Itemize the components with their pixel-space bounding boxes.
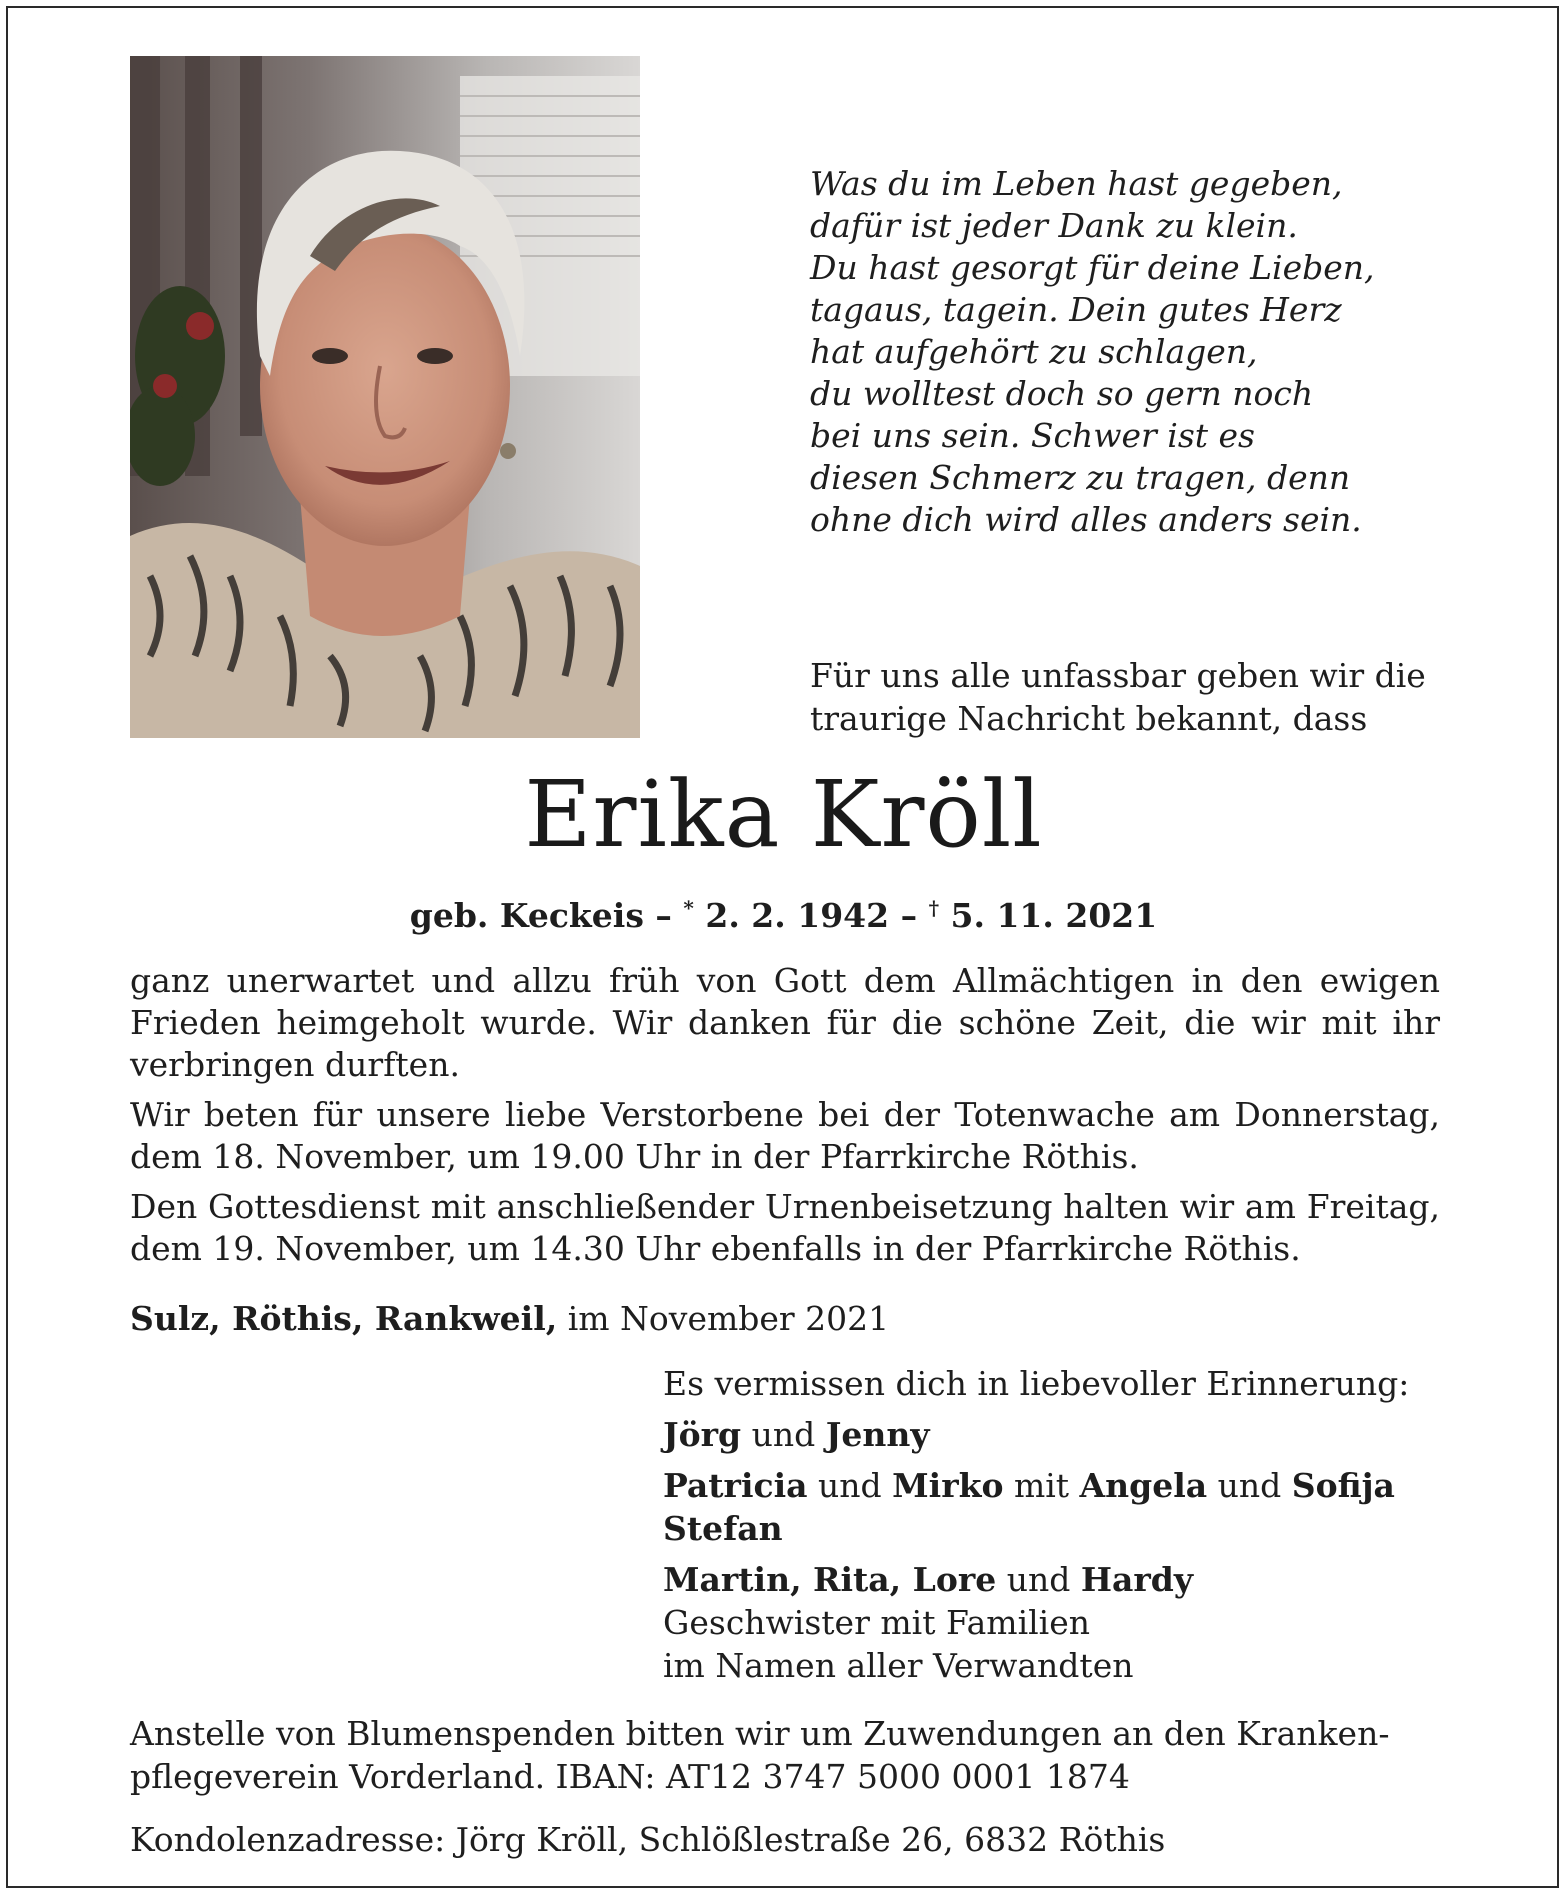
- conjunction: und: [996, 1560, 1081, 1599]
- mourner-name: Jörg: [663, 1415, 742, 1454]
- birth-date: 2. 2. 1942: [693, 896, 890, 935]
- birth-symbol: *: [683, 896, 694, 920]
- mourner-name: Hardy: [1080, 1560, 1194, 1599]
- mourners-line: [663, 1507, 1463, 1550]
- memorial-poem: [810, 163, 1510, 541]
- poem-line: bei uns sein. Schwer ist es: [810, 416, 1255, 455]
- donation-line: Anstelle von Blumenspenden bitten wir um Zuwendungen an den Kranken-: [130, 1714, 1390, 1753]
- places: Sulz, Röthis, Rankweil,: [130, 1299, 558, 1338]
- mourner-name: Jenny: [825, 1415, 930, 1454]
- donation-note: [130, 1712, 1440, 1798]
- dash: –: [643, 896, 684, 935]
- mourners-line: im Namen aller Verwandten: [663, 1646, 1134, 1685]
- announcement-body: [130, 960, 1440, 1278]
- poem-line: du wolltest doch so gern noch: [810, 374, 1314, 413]
- mourner-name: Patricia: [663, 1466, 808, 1505]
- conjunction: mit: [1003, 1466, 1080, 1505]
- poem-line: Was du im Leben hast gegeben,: [810, 164, 1343, 203]
- mourners-list: [663, 1362, 1463, 1687]
- mourner-name: Angela: [1079, 1466, 1208, 1505]
- place-and-date: [130, 1298, 889, 1340]
- mourners-line: Geschwister mit Familien: [663, 1603, 1091, 1642]
- donation-line: pflegeverein Vorderland. IBAN: AT12 3747 5000 0001 1874: [130, 1757, 1130, 1796]
- conjunction: und: [807, 1466, 893, 1505]
- mourner-name: Martin, Rita, Lore: [663, 1560, 997, 1599]
- life-dates: [0, 886, 1567, 938]
- poem-line: dafür ist jeder Dank zu klein.: [810, 206, 1298, 245]
- poem-line: ohne dich wird alles anders sein.: [810, 500, 1362, 539]
- date: im November 2021: [557, 1299, 890, 1338]
- death-symbol: †: [928, 896, 940, 920]
- intro-line: traurige Nachricht bekannt, dass: [810, 699, 1368, 738]
- conjunction: und: [741, 1415, 826, 1454]
- mourners-line: [663, 1464, 1463, 1507]
- death-date: 5. 11. 2021: [939, 896, 1158, 935]
- condolence-address: Kondolenzadresse: Jörg Kröll, Schlößlestraße 26, 6832 Röthis: [130, 1820, 1166, 1859]
- body-paragraph: ganz unerwartet und allzu früh von Gott dem Allmächtigen in den ewigen Frieden heimgeholt wurde. Wir danken für die schöne Zeit, die wir mit ihr verbringen durften.: [130, 961, 1440, 1084]
- conjunction: und: [1207, 1466, 1292, 1505]
- poem-line: Du hast gesorgt für deine Lieben,: [810, 248, 1375, 287]
- birth-name: geb. Keckeis: [409, 896, 644, 935]
- mourner-name: Mirko: [892, 1466, 1004, 1505]
- body-paragraph: Den Gottesdienst mit anschließender Urnenbeisetzung halten wir am Freitag, dem 19. November, um 14.30 Uhr ebenfalls in der Pfarrkirche Röthis.: [130, 1187, 1440, 1268]
- body-paragraph: Wir beten für unsere liebe Verstorbene bei der Totenwache am Donnerstag, dem 18. November, um 19.00 Uhr in der Pfarrkirche Röthis.: [130, 1095, 1440, 1176]
- poem-line: tagaus, tagein. Dein gutes Herz: [810, 290, 1342, 329]
- mourners-line: [663, 1413, 1463, 1456]
- mourner-name: Sofija: [1291, 1466, 1395, 1505]
- announcement-intro: [810, 654, 1510, 740]
- deceased-name: Erika Kröll: [524, 761, 1043, 868]
- portrait-photo: [130, 56, 640, 738]
- poem-line: diesen Schmerz zu tragen, denn: [810, 458, 1351, 497]
- intro-line: Für uns alle unfassbar geben wir die: [810, 656, 1426, 695]
- poem-line: hat aufgehört zu schlagen,: [810, 332, 1258, 371]
- mourners-line: [663, 1558, 1463, 1601]
- mourners-heading: Es vermissen dich in liebevoller Erinnerung:: [663, 1364, 1410, 1403]
- mourner-name: Stefan: [663, 1509, 783, 1548]
- dash: –: [889, 896, 929, 935]
